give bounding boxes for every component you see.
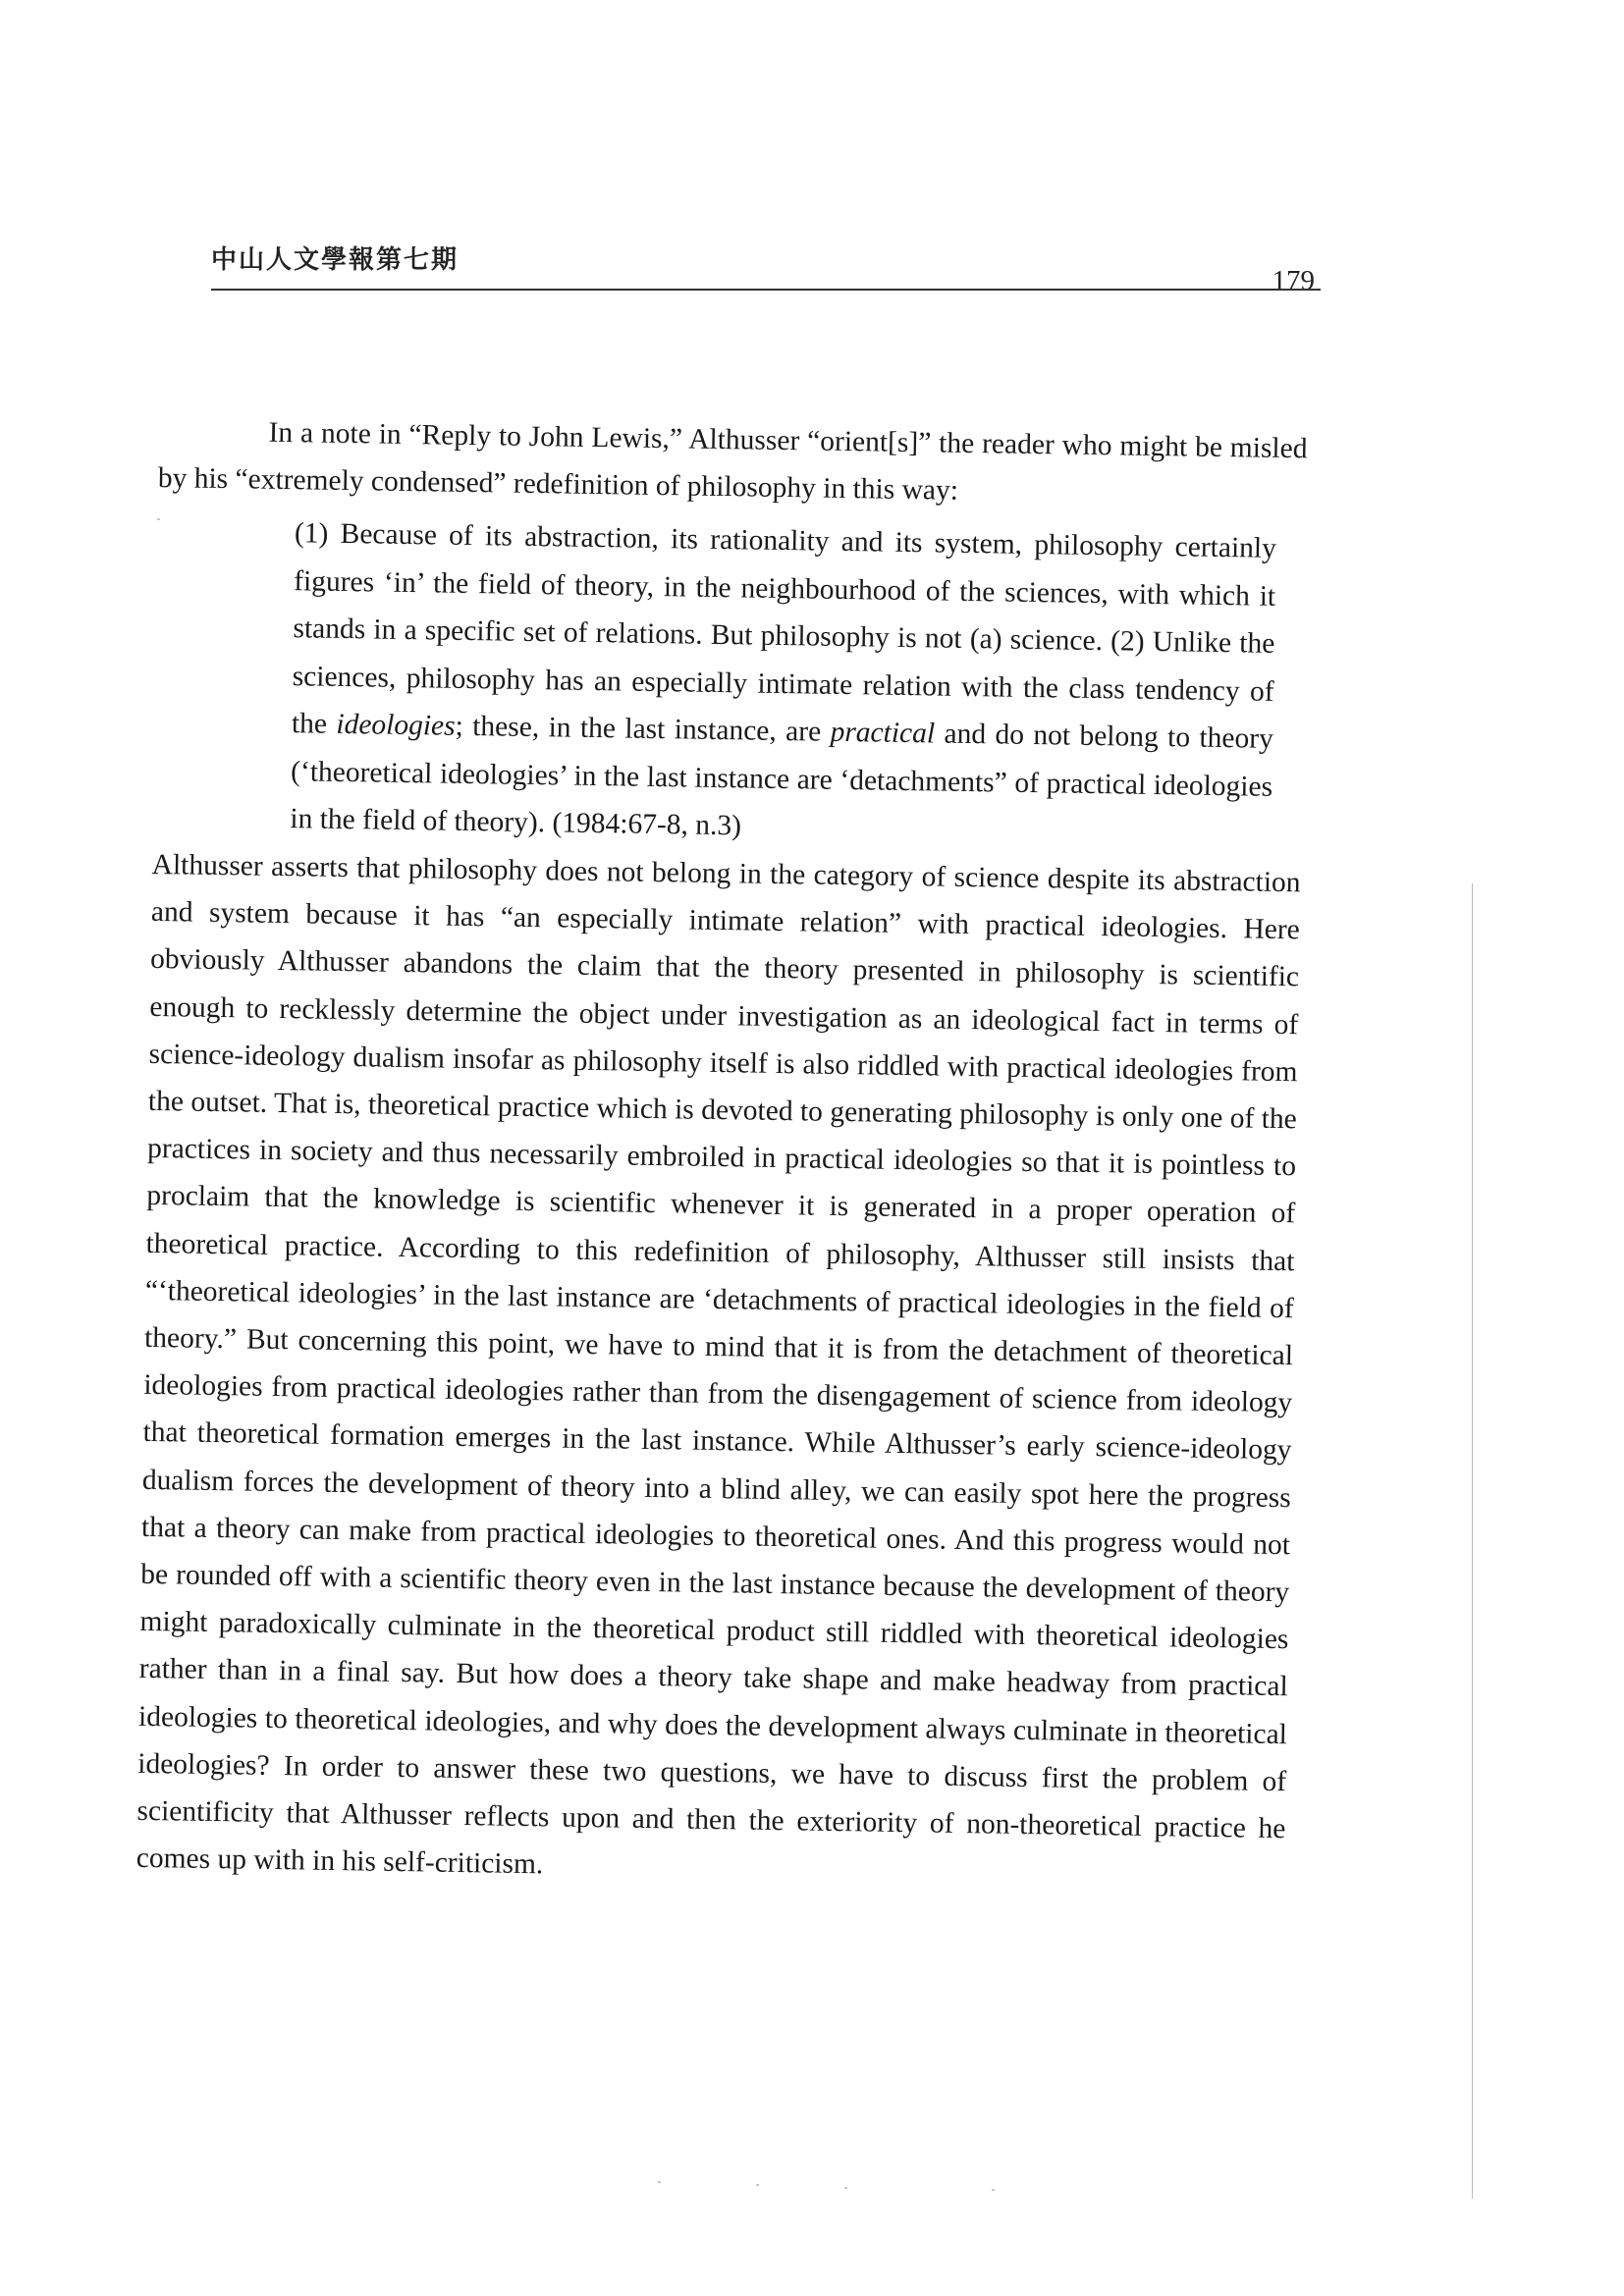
scan-speck: [658, 2181, 661, 2183]
quote-emphasis-practical: practical: [830, 717, 936, 750]
scan-speck: [844, 2187, 847, 2189]
header-rule: [211, 289, 1321, 291]
page-number: 179: [1272, 265, 1315, 296]
scan-speck: [157, 518, 160, 520]
scan-speck: [992, 2189, 995, 2191]
running-header: [211, 240, 1321, 296]
continuation-paragraph: Althusser asserts that philosophy does not belong in the category of science despite its abstraction and system because it has “an especially intimate relation” with practical ideologies. Here obviously Althusser abandons the claim that the theory presented in philosophy is scientific enough to recklessly determine the object under investigation as an ideological fact in terms of science-ideology dualism insofar as philosophy itself is also riddled with practical ideologies from the outset. That is, theoretical practice which is devoted to generating philosophy is only one of the practices in society and thus necessarily embroiled in practical ideologies so that it is pointless to proclaim that the knowledge is scientific whenever it is generated in a proper operation of theoretical practice. According to this redefinition of philosophy, Althusser still insists that “‘theoretical ideologies’ in the last instance are ‘detachments of practical ideologies in the field of theory.” But concerning this point, we have to mind that it is from the detachment of theoretical ideologies from practical ideologies rather than from the disengagement of science from ideology that theoretical formation emerges in the last instance. While Althusser’s early science-ideology dualism forces the development of theory into a blind alley, we can easily spot here the progress that a theory can make from practical ideologies to theoretical ones. And this progress would not be rounded off with a scientific theory even in the last instance because the development of theory might paradoxically culminate in the theoretical product still riddled with theoretical ideologies rather than in a final say. But how does a theory take shape and make headway from practical ideologies to theoretical ideologies, and why does the development always culminate in theoretical ideologies? In order to answer these two questions, we have to discuss first the problem of scientificity that Althusser reflects upon and then the exteriority of non-theoretical practice he comes up with in his self-criticism.: [135, 848, 1301, 1881]
scan-artifact-line: [1472, 883, 1473, 2199]
quote-emphasis-ideologies: ideologies: [336, 709, 456, 743]
block-quote: [152, 507, 1306, 859]
scan-speck: [756, 2184, 759, 2186]
intro-paragraph: In a note in “Reply to John Lewis,” Althusser “orient[s]” the reader who might be misled by his “extremely condensed” redefinition of philosophy in this way:: [157, 416, 1308, 507]
quote-text-2: ; these, in the last instance, are: [455, 711, 831, 749]
quote-text-3: and do not belong to theory (‘theoretical ideologies’ in the last instance are ‘detachments” of practical ideologies in the field of theory). (1984:67-8, n.3): [290, 718, 1274, 842]
body-text: [135, 407, 1307, 1900]
quote-text-1: (1) Because of its abstraction, its rationality and its system, philosophy certainly figures ‘in’ the field of theory, in the neighbourhood of the sciences, with which it stands in a specific set of relations. But philosophy is not (a) science. (2) Unlike the sciences, philosophy has an especially intimate relation with the class tendency of the: [291, 517, 1277, 741]
journal-title: 中山人文學報第七期: [211, 245, 460, 275]
